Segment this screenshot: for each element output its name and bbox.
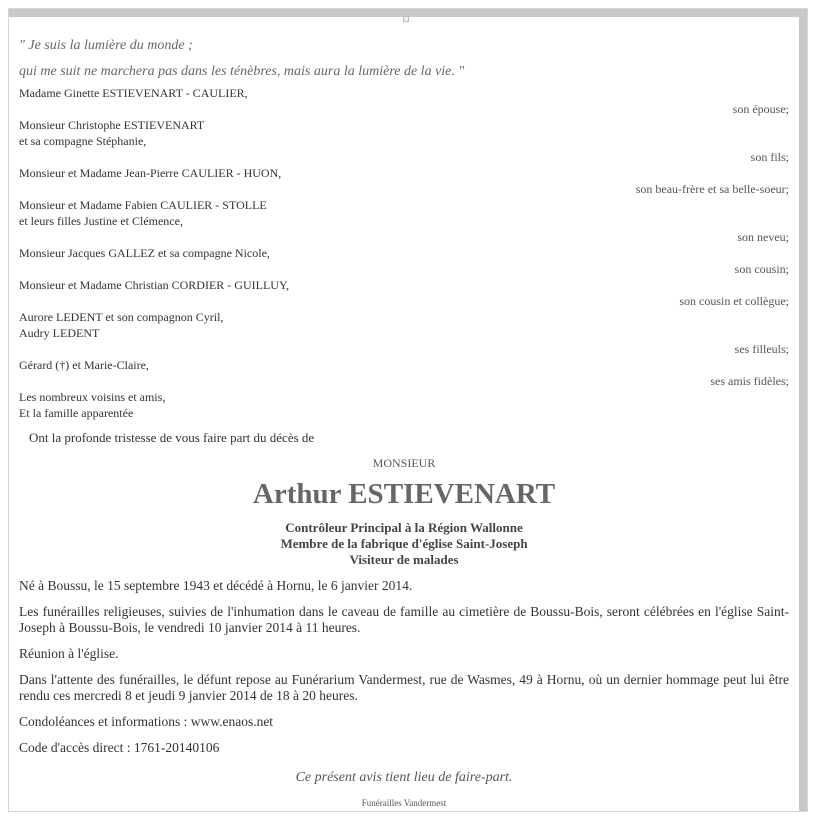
- verse-line-1: " Je suis la lumière du monde ;: [19, 38, 193, 53]
- family-member-name: Et la famille apparentée: [19, 406, 134, 420]
- family-entry: [19, 357, 789, 389]
- resize-handle-icon[interactable]: [403, 16, 409, 22]
- family-entry: [19, 117, 789, 165]
- frame-right-border: [799, 9, 807, 811]
- family-member-name: Monsieur et Madame Christian CORDIER - GUILLUY,: [19, 278, 290, 292]
- family-list: [19, 85, 789, 421]
- verse-line-2: qui me suit ne marchera pas dans les ténèbres, mais aura la lumière de la vie. ": [19, 64, 465, 79]
- obituary-content: [19, 33, 789, 808]
- family-member-name: Monsieur et Madame Fabien CAULIER - STOLLE: [19, 198, 267, 212]
- announcement: Ont la profonde tristesse de vous faire part du décès de: [29, 430, 315, 445]
- document-frame: [8, 8, 808, 812]
- family-relation: ses amis fidèles;: [710, 374, 789, 388]
- family-member-name: Gérard (†) et Marie-Claire,: [19, 358, 149, 372]
- deceased-name: Arthur ESTIEVENART: [252, 478, 556, 510]
- paragraph-meeting: Réunion à l'église.: [19, 646, 119, 661]
- family-relation: son neveu;: [737, 230, 789, 244]
- paragraph-condolences: Condoléances et informations : www.enaos.net: [19, 714, 274, 729]
- family-relation: ses filleuls;: [734, 342, 789, 356]
- family-member-name: Aurore LEDENT et son compagnon Cyril,: [19, 310, 224, 324]
- family-member-name: et leurs filles Justine et Clémence,: [19, 214, 183, 228]
- family-member-name: et sa compagne Stéphanie,: [19, 134, 147, 148]
- function-line: Contrôleur Principal à la Région Wallonne: [285, 520, 523, 535]
- family-relation: son cousin et collègue;: [679, 294, 789, 308]
- family-entry: [19, 197, 789, 245]
- family-entry: [19, 309, 789, 357]
- family-member-name: Monsieur et Madame Jean-Pierre CAULIER - HUON,: [19, 166, 282, 180]
- family-member-name: Audry LEDENT: [19, 326, 100, 340]
- family-member-name: Madame Ginette ESTIEVENART - CAULIER,: [19, 86, 248, 100]
- family-entry: [19, 85, 789, 117]
- family-relation: son cousin;: [734, 262, 789, 276]
- family-entry: [19, 165, 789, 197]
- family-relation: son fils;: [750, 150, 789, 164]
- footer-undertaker: Funérailles Vandermest: [361, 798, 447, 808]
- function-line: Membre de la fabrique d'église Saint-Joseph: [280, 536, 528, 551]
- family-member-name: Monsieur Christophe ESTIEVENART: [19, 118, 205, 132]
- family-entry: [19, 389, 789, 421]
- family-member-name: Les nombreux voisins et amis,: [19, 390, 166, 404]
- paragraph-access-code: Code d'accès direct : 1761-20140106: [19, 740, 220, 755]
- paragraph-birth-death: Né à Boussu, le 15 septembre 1943 et décédé à Hornu, le 6 janvier 2014.: [19, 578, 413, 593]
- paragraph-funeral: Les funérailles religieuses, suivies de l'inhumation dans le caveau de famille au cimetière de Boussu-Bois, seront célébrées en l'église Saint-Joseph à Boussu-Bois, le vendredi 10 janvier 2014 à 11 heures.: [19, 604, 789, 635]
- family-member-name: Monsieur Jacques GALLEZ et sa compagne Nicole,: [19, 246, 270, 260]
- family-relation: son beau-frère et sa belle-soeur;: [635, 182, 789, 196]
- family-entry: [19, 277, 789, 309]
- deceased-title: MONSIEUR: [372, 456, 436, 470]
- paragraph-funerarium: Dans l'attente des funérailles, le défunt repose au Funérarium Vandermest, rue de Wasmes, 49 à Hornu, où un dernier hommage peut lui être rendu ces mercredi 8 et jeudi 9 janvier 2014 de 18 à 20 heures.: [19, 672, 789, 703]
- family-relation: son épouse;: [732, 102, 789, 116]
- family-entry: [19, 245, 789, 277]
- closing-note: Ce présent avis tient lieu de faire-part.: [295, 770, 513, 785]
- deceased-functions: [19, 520, 789, 568]
- function-line: Visiteur de malades: [349, 552, 459, 567]
